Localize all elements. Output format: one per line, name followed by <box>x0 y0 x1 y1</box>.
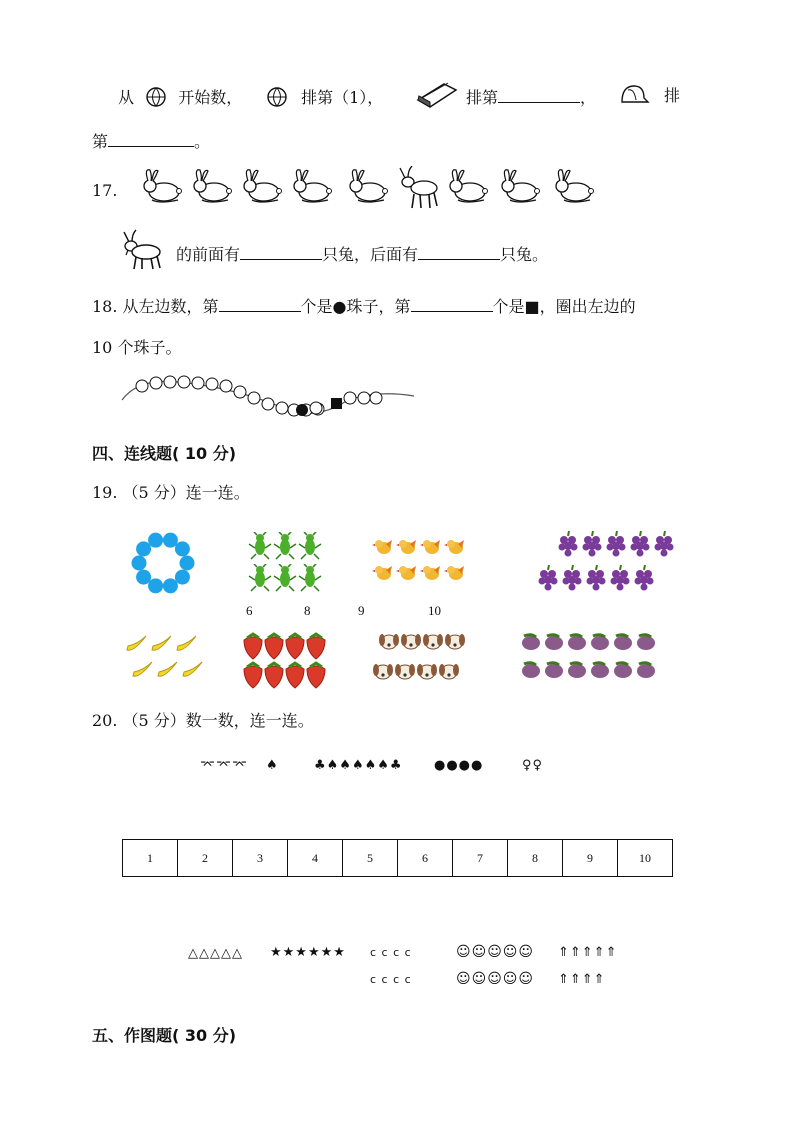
grasshopper-icon <box>273 564 297 592</box>
dog-icon <box>372 660 394 682</box>
grape-group <box>536 530 656 596</box>
dog-icon <box>438 660 460 682</box>
number-cell[interactable]: 6 <box>398 840 453 877</box>
q16-line1 <box>118 86 242 108</box>
bird-icon <box>444 562 466 584</box>
strawberry-icon <box>242 661 264 689</box>
strawberry-icon <box>305 661 327 689</box>
eggplant-icon <box>520 630 542 652</box>
number-cell[interactable]: 10 <box>618 840 673 877</box>
eggplant-icon <box>589 658 611 680</box>
circle-of-dots <box>130 530 196 596</box>
rabbit-icon <box>188 166 236 210</box>
rabbit-icon <box>138 166 186 210</box>
number-cell[interactable]: 1 <box>123 840 178 877</box>
bottom-group-3[interactable]: c c c c <box>370 946 412 959</box>
q17-mid-text: 只兔，后面有 <box>322 245 419 264</box>
grasshopper-icon <box>298 564 322 592</box>
rabbit-icon <box>344 166 392 210</box>
symbols-group-2[interactable]: ♠ <box>266 758 279 773</box>
symbols-group-5[interactable]: ♀♀ <box>522 758 544 773</box>
grasshopper-icon <box>273 532 297 560</box>
bird-icon <box>372 536 394 558</box>
section5-title: 五、作图题( 30 分) <box>92 1026 237 1045</box>
q18-line1 <box>92 295 636 317</box>
section4-title: 四、连线题( 10 分) <box>92 444 237 463</box>
answer-blank[interactable] <box>219 295 301 312</box>
strawberry-icon <box>305 632 327 660</box>
grape-icon <box>556 530 580 560</box>
eggplant-icon <box>612 658 634 680</box>
q18-text-b: 个是●珠子，第 <box>300 297 411 316</box>
number-cell[interactable]: 2 <box>178 840 233 877</box>
banana-icon <box>130 656 156 682</box>
bird-group <box>372 536 472 586</box>
q16-line2 <box>92 130 210 152</box>
dog-icon <box>394 660 416 682</box>
bird-icon <box>420 536 442 558</box>
answer-blank[interactable] <box>411 295 493 312</box>
grasshopper-icon <box>248 532 272 560</box>
number-table <box>122 839 673 877</box>
grasshopper-icon <box>298 532 322 560</box>
number-cell[interactable]: 5 <box>343 840 398 877</box>
number-cell[interactable]: 4 <box>288 840 343 877</box>
rabbit-icon <box>550 166 598 210</box>
symbols-group-3[interactable]: ♣♠♠♠♠♠♣ <box>314 758 403 773</box>
strawberry-icon <box>242 632 264 660</box>
eggplant-icon <box>635 630 657 652</box>
grape-icon <box>560 564 584 594</box>
q16-start-text: 开始数， <box>178 88 243 107</box>
eggplant-icon <box>520 658 542 680</box>
number-cell[interactable]: 9 <box>563 840 618 877</box>
bottom-group-7[interactable]: ☺☺☺☺☺ <box>456 971 534 987</box>
strawberry-icon <box>263 632 285 660</box>
q16-rank3: 排 <box>664 86 681 105</box>
eggplant-icon <box>635 658 657 680</box>
dog-icon <box>378 630 400 652</box>
grape-icon <box>652 530 676 560</box>
dog-icon <box>400 630 422 652</box>
banana-icon <box>155 656 181 682</box>
ball-icon <box>145 86 167 108</box>
answer-blank[interactable] <box>240 243 322 260</box>
bird-icon <box>420 562 442 584</box>
animal-row <box>138 166 608 210</box>
q16-end: 。 <box>194 132 211 151</box>
number-8[interactable]: 8 <box>304 603 311 618</box>
number-9[interactable]: 9 <box>358 603 365 618</box>
q17-number: 17. <box>92 181 118 200</box>
grape-icon <box>580 530 604 560</box>
bottom-group-8[interactable]: ⇑⇑⇑⇑ <box>558 972 606 987</box>
q17-front-text: 的前面有 <box>176 245 241 264</box>
rabbit-icon <box>238 166 286 210</box>
strawberry-icon <box>284 632 306 660</box>
q19-title: 19. （5 分）连一连。 <box>92 483 250 502</box>
q16-comma: ， <box>580 88 597 107</box>
banana-icon <box>124 630 150 656</box>
eggplant-icon <box>543 658 565 680</box>
banana-group <box>124 630 204 690</box>
q16-rank1 <box>266 86 383 108</box>
bird-icon <box>396 536 418 558</box>
q16-from: 从 <box>118 88 135 107</box>
banana-icon <box>149 630 175 656</box>
cap-icon <box>618 82 650 108</box>
rabbit-icon <box>496 166 544 210</box>
q17-end-text: 只兔。 <box>500 245 549 264</box>
goat-icon <box>118 228 166 272</box>
eggplant-icon <box>589 630 611 652</box>
dog-icon <box>416 660 438 682</box>
goat-icon <box>396 166 444 210</box>
q16-rank-text: 排第（1）， <box>301 88 384 107</box>
number-10[interactable]: 10 <box>428 603 441 618</box>
eggplant-icon <box>612 630 634 652</box>
q16-line2-text: 第 <box>92 132 109 151</box>
grasshopper-icon <box>248 564 272 592</box>
q16-rank2-text: 排第 <box>466 88 499 107</box>
bird-icon <box>444 536 466 558</box>
eraser-icon <box>414 80 458 110</box>
ball-icon <box>266 86 288 108</box>
bottom-group-4[interactable]: ☺☺☺☺☺ <box>456 944 534 960</box>
eggplant-icon <box>566 630 588 652</box>
number-cell[interactable]: 7 <box>453 840 508 877</box>
number-cell[interactable]: 3 <box>233 840 288 877</box>
q16-rank2 <box>466 86 596 108</box>
bottom-group-2[interactable]: ★★★★★★ <box>270 945 346 960</box>
eggplant-icon <box>566 658 588 680</box>
dog-group <box>372 630 468 692</box>
eggplant-icon <box>543 630 565 652</box>
grasshopper-group <box>248 532 328 596</box>
strawberry-icon <box>263 661 285 689</box>
answer-blank[interactable] <box>108 130 194 147</box>
rabbit-icon <box>444 166 492 210</box>
grape-icon <box>584 564 608 594</box>
answer-blank[interactable] <box>418 243 500 260</box>
q17-text <box>176 243 548 265</box>
number-cell[interactable]: 8 <box>508 840 563 877</box>
answer-blank[interactable] <box>498 86 580 103</box>
symbols-group-4[interactable]: ●●●● <box>434 758 484 773</box>
strawberry-icon <box>284 661 306 689</box>
rabbit-icon <box>288 166 336 210</box>
bottom-group-5[interactable]: ⇑⇑⇑⇑⇑ <box>558 945 618 960</box>
q18-line2: 10 个珠子。 <box>92 338 182 357</box>
banana-icon <box>180 656 206 682</box>
strawberry-group <box>242 632 328 690</box>
dog-icon <box>444 630 466 652</box>
bead-string <box>118 370 418 420</box>
grape-icon <box>536 564 560 594</box>
number-6[interactable]: 6 <box>246 603 253 618</box>
dog-icon <box>422 630 444 652</box>
q18-text-c: 个是■，圈出左边的 <box>492 297 636 316</box>
eggplant-group <box>520 630 660 686</box>
bottom-group-6[interactable]: c c c c <box>370 973 412 986</box>
q20-title: 20. （5 分）数一数，连一连。 <box>92 711 314 730</box>
bird-icon <box>372 562 394 584</box>
symbols-group-1[interactable]: ⌤⌤⌤ <box>200 758 248 773</box>
banana-icon <box>174 630 200 656</box>
grape-icon <box>632 564 656 594</box>
grape-icon <box>604 530 628 560</box>
q18-text-a: 18. 从左边数，第 <box>92 297 219 316</box>
bottom-group-1[interactable]: △△△△△ <box>188 946 243 961</box>
grape-icon <box>608 564 632 594</box>
grape-icon <box>628 530 652 560</box>
bird-icon <box>396 562 418 584</box>
